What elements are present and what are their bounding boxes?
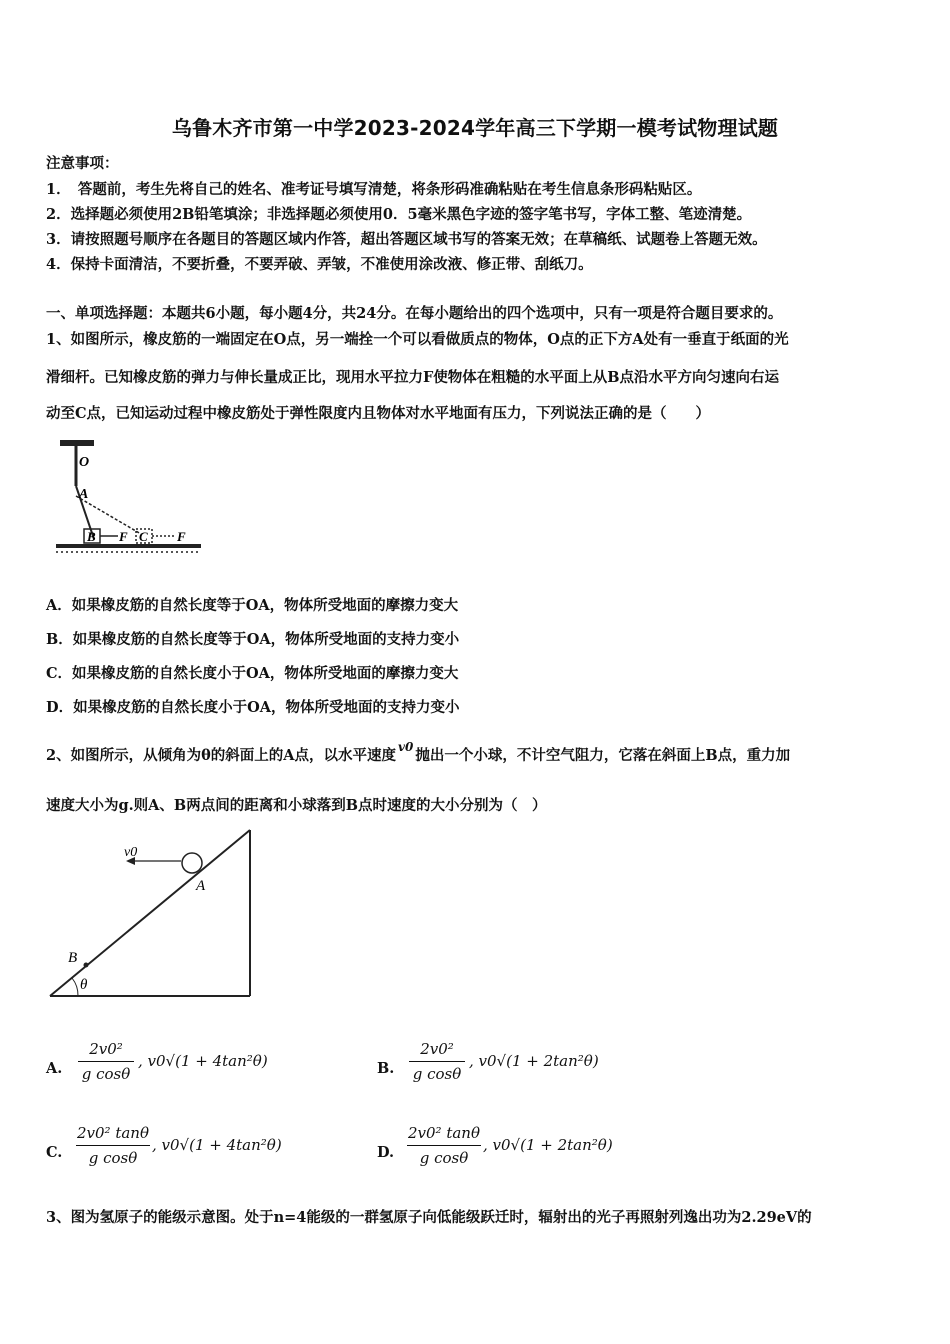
label-c: C	[139, 529, 148, 544]
angle-arc	[72, 978, 78, 996]
notice-item-4: 4．保持卡面清洁，不要折叠，不要弄破、弄皱，不准使用涂改液、修正带、刮纸刀。	[46, 256, 593, 273]
q2-figure	[46, 826, 258, 1000]
incline-slope	[50, 830, 250, 996]
label-b: B	[68, 950, 78, 966]
label-f1: F	[119, 529, 128, 544]
label-theta: θ	[80, 977, 88, 993]
option-label: A.	[46, 1060, 63, 1077]
fraction-denominator: g cosθ	[419, 1149, 469, 1167]
fraction-bar	[409, 1061, 465, 1062]
fraction-bar	[78, 1061, 134, 1062]
fraction-numerator: 2v0² tanθ	[76, 1124, 149, 1142]
q3-line-1: 3、图为氢原子的能级示意图。处于n=4能级的一群氢原子向低能级跃迁时，辐射出的光子再照射列逸出功为2.29eV的	[46, 1209, 812, 1226]
label-a: A	[196, 878, 206, 894]
label-v0: v0	[124, 845, 138, 860]
option-label: D.	[377, 1144, 395, 1161]
q1-option-d: D．如果橡皮筋的自然长度小于OA，物体所受地面的支持力变小	[46, 699, 460, 716]
fraction-bar	[407, 1145, 481, 1146]
q1-line-1: 1、如图所示，橡皮筋的一端固定在O点，另一端拴一个可以看做质点的物体，O点的正下方A处有一垂直于纸面的光	[46, 331, 789, 348]
q2-option-c	[46, 1124, 366, 1174]
notice-item-1: 1． 答题前，考生先将自己的姓名、准考证号填写清楚，将条形码准确粘贴在考生信息条形码粘贴区。	[46, 181, 702, 198]
q1-figure	[46, 436, 206, 558]
q2-line-1	[46, 740, 791, 765]
speed-expression: , v0√(1 + 2tan²θ)	[483, 1136, 613, 1154]
notice-item-3: 3．请按照题号顺序在各题目的答题区域内作答，超出答题区域书写的答案无效；在草稿纸、试题卷上答题无效。	[46, 231, 767, 248]
option-label: C.	[46, 1144, 63, 1161]
q2-line-2: 速度大小为g.则A、B两点间的距离和小球落到B点时速度的大小分别为（ ）	[46, 797, 547, 814]
q1-option-a: A．如果橡皮筋的自然长度等于OA，物体所受地面的摩擦力变大	[46, 597, 459, 614]
label-f2: F	[177, 529, 186, 544]
ball	[182, 853, 202, 873]
fraction-bar	[76, 1145, 150, 1146]
q2-option-a	[46, 1040, 366, 1090]
page-title: 乌鲁木齐市第一中学2023-2024学年高三下学期一模考试物理试题	[171, 116, 779, 140]
section-heading: 一、单项选择题：本题共6小题，每小题4分，共24分。在每小题给出的四个选项中，只有一项是符合题目要求的。	[46, 305, 783, 322]
notice-item-2: 2．选择题必须使用2B铅笔填涂；非选择题必须使用0．5毫米黑色字迹的签字笔书写，字体工整、笔迹清楚。	[46, 206, 752, 223]
fraction-denominator: g cosθ	[81, 1065, 131, 1083]
q2-option-d	[377, 1124, 697, 1174]
fraction-numerator: 2v0² tanθ	[407, 1124, 480, 1142]
fraction-denominator: g cosθ	[88, 1149, 138, 1167]
notice-heading: 注意事项：	[46, 155, 119, 172]
ceiling-mount	[60, 440, 94, 446]
q2-line-1-a: 2、如图所示，从倾角为θ的斜面上的A点，以水平速度	[46, 747, 397, 764]
q2-v0: v0	[398, 740, 414, 754]
label-a: A	[79, 487, 89, 502]
fraction-numerator: 2v0²	[420, 1040, 454, 1058]
q1-line-2: 滑细杆。已知橡皮筋的弹力与伸长量成正比，现用水平拉力F使物体在粗糙的水平面上从B点沿水平方向匀速向右运	[46, 369, 780, 386]
option-label: B.	[377, 1060, 395, 1077]
q2-line-1-b: 抛出一个小球，不计空气阻力，它落在斜面上B点，重力加	[415, 747, 791, 764]
speed-expression: , v0√(1 + 4tan²θ)	[152, 1136, 282, 1154]
fraction-numerator: 2v0²	[89, 1040, 123, 1058]
label-o: O	[79, 455, 90, 470]
speed-expression: , v0√(1 + 4tan²θ)	[138, 1052, 268, 1070]
q1-option-c: C．如果橡皮筋的自然长度小于OA，物体所受地面的摩擦力变大	[46, 665, 459, 682]
point-b	[84, 963, 89, 968]
fraction-denominator: g cosθ	[412, 1065, 462, 1083]
ground	[56, 544, 201, 548]
q1-option-b: B．如果橡皮筋的自然长度等于OA，物体所受地面的支持力变小	[46, 631, 460, 648]
q2-option-b	[377, 1040, 697, 1090]
speed-expression: , v0√(1 + 2tan²θ)	[469, 1052, 599, 1070]
label-b: B	[87, 529, 96, 544]
q1-line-3: 动至C点，已知运动过程中橡皮筋处于弹性限度内且物体对水平地面有压力，下列说法正确的是（ ）	[46, 405, 711, 422]
